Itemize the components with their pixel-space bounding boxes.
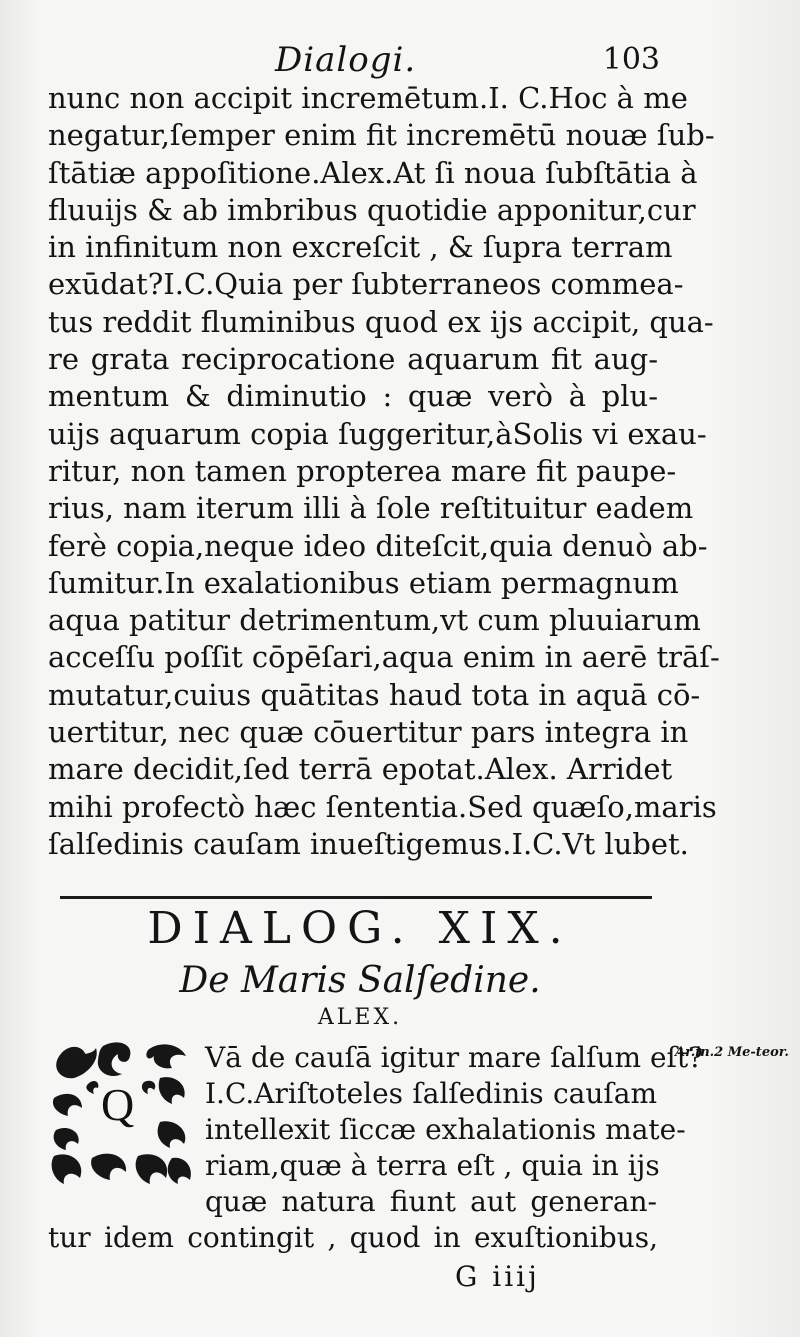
marginal-note: Ar.in.2 Me-teor. (675, 1045, 789, 1060)
text-line: uijs aquarum copia ſuggeritur,àSolis vi exau- (48, 416, 707, 451)
text-line: ſumitur.In exalationibus etiam permagnum (48, 565, 679, 600)
text-line: rius, nam iterum illi à ſole reſtituitur eadem (48, 491, 694, 526)
text-line: in infinitum non excreſcit , & ſupra terram (48, 230, 673, 265)
dialog-subtitle: De Maris Salſedine. (179, 960, 541, 1001)
text-line: mentum & diminutio : quæ verò à plu- (48, 379, 658, 414)
text-line: ſtātiæ appoſitione.Alex.At ſi noua ſubſtātia à (48, 155, 698, 190)
text-line: tur idem contingit , quod in exuſtionibus, (48, 1221, 658, 1254)
text-line: intellexit ſiccæ exhalationis mate- (205, 1113, 686, 1146)
body-text (48, 80, 720, 863)
dialog-text-continued (48, 1220, 658, 1256)
running-title: Dialogi. (275, 40, 417, 80)
signature-mark: G iiij (455, 1260, 540, 1293)
speaker-label: ALEX. (317, 1005, 403, 1030)
text-line: negatur,ſemper enim fit incremētū nouæ ſub- (48, 118, 715, 153)
text-line: Vā de cauſā igitur mare ſalſum eſt? (205, 1041, 704, 1074)
text-line: quæ natura fiunt aut generan- (205, 1185, 657, 1218)
text-line: ritur, non tamen propterea mare fit paupe- (48, 453, 677, 488)
text-line: uertitur, nec quæ cōuertitur pars integra in (48, 715, 689, 750)
text-line: aqua patitur detrimentum,vt cum pluuiarum (48, 603, 701, 638)
text-line: fluuijs & ab imbribus quotidie apponitur,cur (48, 192, 696, 227)
text-line: I.C.Ariſtoteles ſalſedinis cauſam (205, 1077, 657, 1110)
dialog-text (205, 1040, 704, 1220)
initial-letter: Q (101, 1079, 135, 1130)
text-line: ferè copia,neque ideo diteſcit,quia denuò ab- (48, 528, 708, 563)
text-line: re grata reciprocatione aquarum fit aug- (48, 342, 658, 377)
text-line: acceſſu poſſit cōpēſari,aqua enim in aerē trāſ- (48, 640, 720, 675)
dialog-heading: DIALOG. XIX. (147, 903, 573, 954)
text-line: mare decidit,ſed terrā epotat.Alex. Arridet (48, 752, 673, 787)
text-line: ſalſedinis cauſam inueſtigemus.I.C.Vt lubet. (48, 826, 689, 861)
text-line: mutatur,cuius quātitas haud tota in aquā cō- (48, 677, 701, 712)
decorated-initial (48, 1038, 198, 1188)
text-line: nunc non accipit incremētum.I. C.Hoc à me (48, 81, 688, 115)
text-line: mihi profectò hæc ſententia.Sed quæſo,maris (48, 789, 717, 824)
text-line: tus reddit fluminibus quod ex ijs accipit, qua- (48, 304, 714, 339)
text-line: riam,quæ à terra eſt , quia in ijs (205, 1149, 660, 1182)
section-rule (60, 896, 652, 899)
text-line: exūdat?I.C.Quia per ſubterraneos commea- (48, 267, 684, 302)
page-number: 103 (602, 42, 660, 77)
